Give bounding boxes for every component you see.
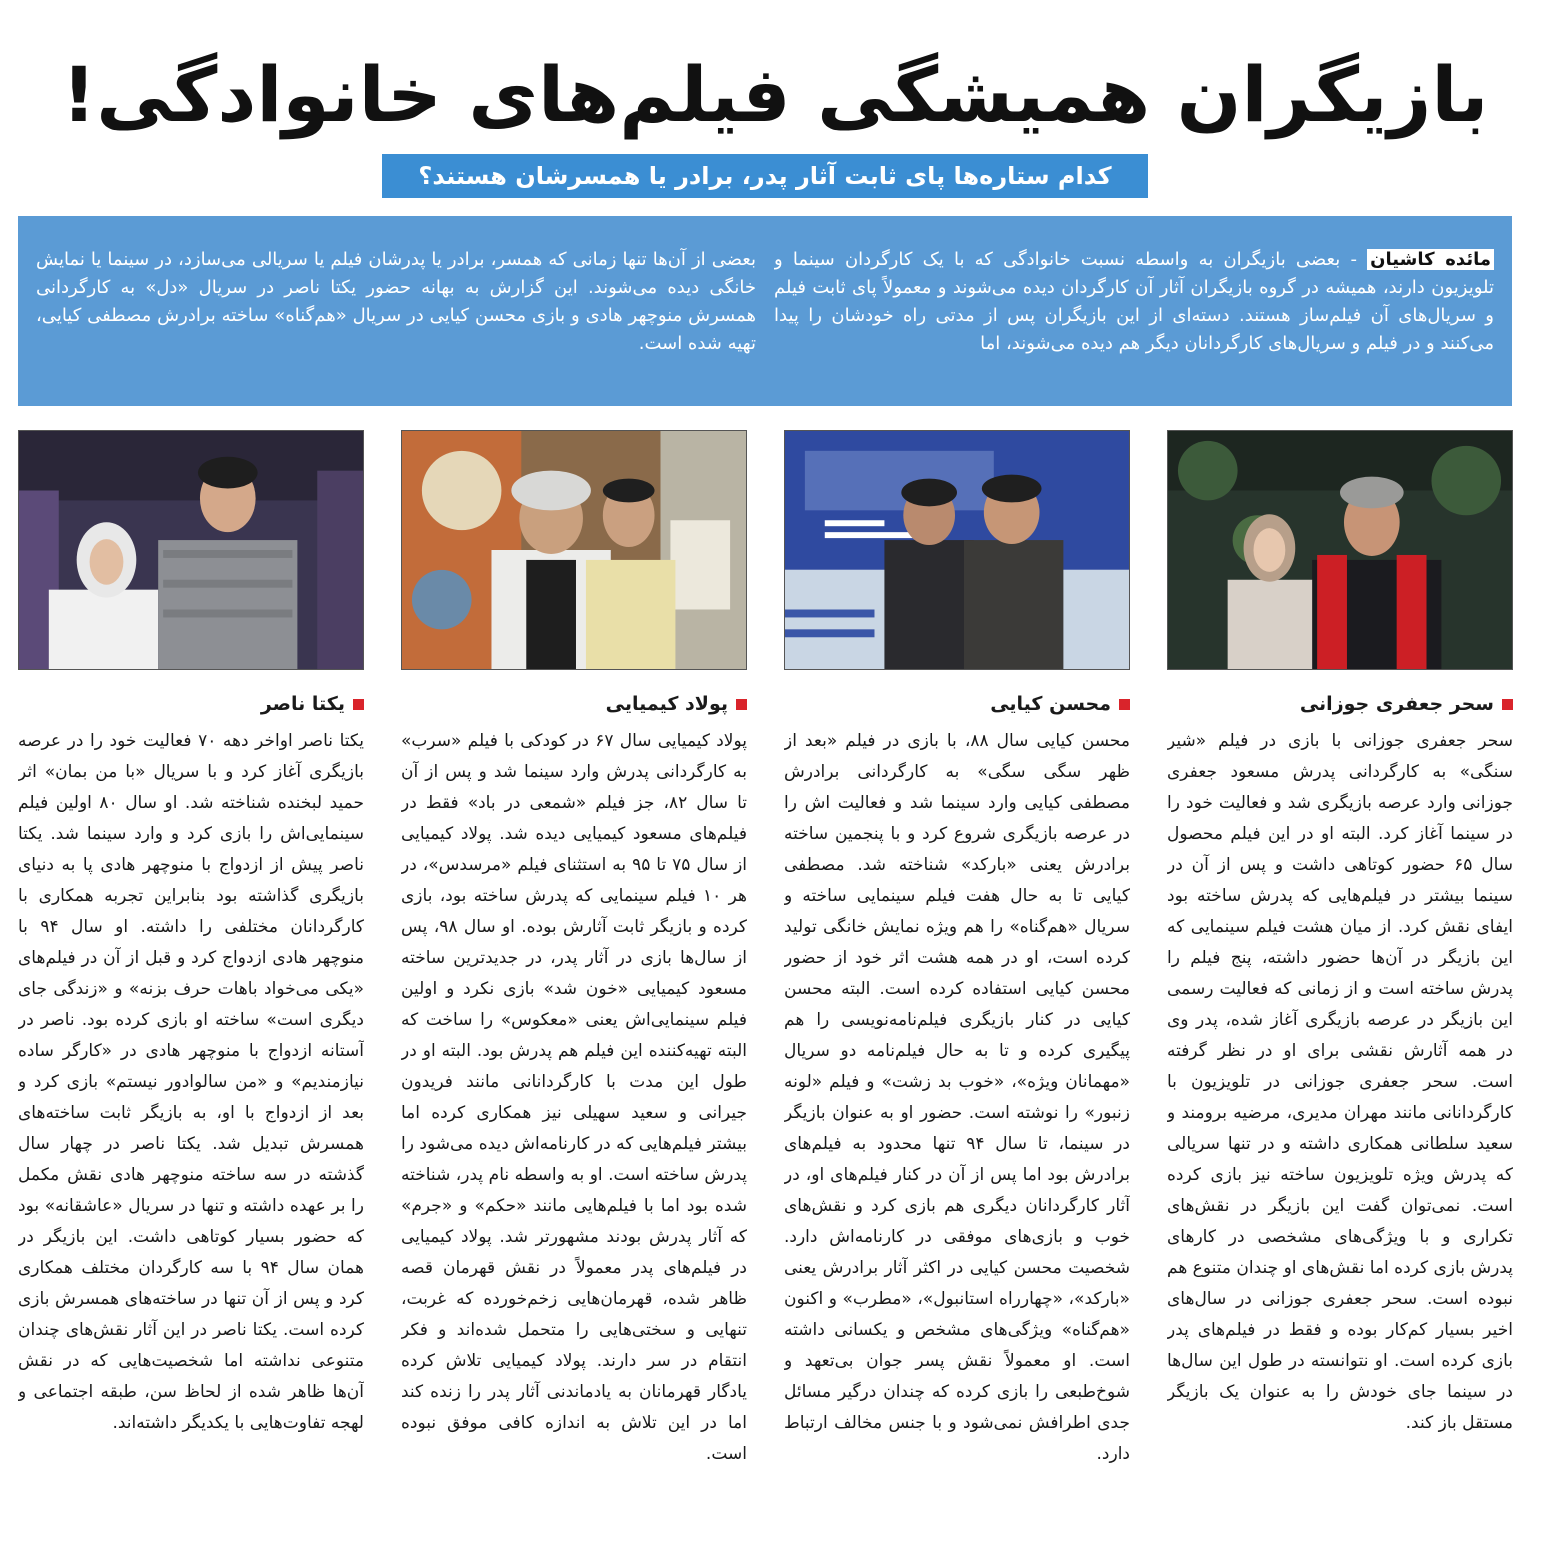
lead-text-left: بعضی از آن‌ها تنها زمانی که همسر، برادر یا پدرشان فیلم یا سریالی می‌سازد، در سینما یا نمایش خانگی دیده می‌شوند. این گزارش به بهانه حضور یکتا ناصر در سریال «دل» به کارگردانی همسرش منوچهر هادی و بازی محسن کیایی در سریال «هم‌گناه» ساخته برادرش مصطفی کیایی، تهیه شده است. <box>36 249 756 354</box>
photo-poulad-kimiaei <box>401 430 747 670</box>
column-poulad-kimiaei <box>401 688 747 1538</box>
column-body: سحر جعفری جوزانی با بازی در فیلم «شیر سنگی» به کارگردانی پدرش مسعود جعفری جوزانی وارد عرصه بازیگری شد و فعالیت خود را در سینما آغاز کرد. البته او در این فیلم محصول سال ۶۵ حضور کوتاهی داشت و پس از آن در سینما بیشتر در فیلم‌هایی که پدرش ساخته بود ایفای نقش کرد. از میان هشت فیلم سینمایی که این بازیگر در آن‌ها حضور داشته، پنج فیلم را پدرش ساخته است و از زمانی که فعالیت رسمی این بازیگر در عرصه بازیگری آغاز شده، پدر وی در همه آثارش نقشی برای او در نظر گرفته است. سحر جعفری جوزانی در تلویزیون با کارگردانانی مانند مهران مدیری، مرضیه برومند و سعید سلطانی همکاری داشته و در تنها سریالی که پدرش ویژه تلویزیون ساخته نیز بازی کرده است. نمی‌توان گفت این بازیگر در نقش‌های تکراری و با ویژگی‌های مشخصی در کارهای پدرش بازی کرده اما نقش‌های او چندان متنوع هم نبوده است. سحر جعفری جوزانی در سال‌های اخیر بسیار کم‌کار بوده و فقط در فیلم‌های پدر بازی کرده است. او نتوانسته در طول این سال‌ها در سینما جای خودش را به عنوان یک بازیگر مستقل باز کند. <box>1167 731 1513 1433</box>
red-square-icon <box>1502 699 1513 710</box>
column-title <box>784 688 1130 720</box>
column-title <box>18 688 364 720</box>
column-title-text: سحر جعفری جوزانی <box>1299 693 1494 715</box>
photo-sahar-jafari-jozani <box>1167 430 1513 670</box>
photo-mohsen-kiaei <box>784 430 1130 670</box>
red-square-icon <box>353 699 364 710</box>
red-square-icon <box>736 699 747 710</box>
column-body: پولاد کیمیایی سال ۶۷ در کودکی با فیلم «سرب» به کارگردانی پدرش وارد سینما شد و پس از آن تا سال ۸۲، جز فیلم «شمعی در باد» فقط در فیلم‌های مسعود کیمیایی دیده شد. پولاد کیمیایی از سال ۷۵ تا ۹۵ به استثنای فیلم «مرسدس»، در هر ۱۰ فیلم سینمایی که پدرش ساخته بود، بازی کرده و بازیگر ثابت آثارش بوده. او سال ۹۸، پس از سال‌ها بازی در آثار پدر، در جدیدترین ساخته مسعود کیمیایی «خون شد» بازی نکرد و اولین فیلم سینمایی‌اش یعنی «معکوس» را ساخت که البته تهیه‌کننده این فیلم هم پدرش بود. البته او در طول این مدت با کارگردانانی مانند فریدون جیرانی و سعید سهیلی نیز همکاری کرده اما بیشتر فیلم‌هایی که در کارنامه‌اش دیده می‌شود را پدرش ساخته است. او به واسطه نام پدر، شناخته شده بود اما با فیلم‌هایی مانند «حکم» و «جرم» که آثار پدرش بودند مشهورتر شد. پولاد کیمیایی در فیلم‌های پدر معمولاً در نقش قهرمان قصه ظاهر شده، قهرمان‌هایی زخم‌خورده که غربت، تنهایی و سختی‌هایی را متحمل شده‌اند و فکر انتقام در سر دارند. پولاد کیمیایی تلاش کرده یادگار قهرمانان به یادماندنی آثار پدر را زنده کند اما در این تلاش به اندازه کافی موفق نبوده است. <box>401 731 747 1464</box>
subheadline: کدام ستاره‌ها پای ثابت آثار پدر، برادر یا همسرشان هستند؟ <box>382 154 1148 198</box>
column-body: یکتا ناصر اواخر دهه ۷۰ فعالیت خود را در عرصه بازیگری آغاز کرد و با سریال «با من بمان» اثر حمید لبخنده شناخته شد. او سال ۸۰ اولین فیلم سینمایی‌اش را بازی کرد و وارد سینما شد. یکتا ناصر پیش از ازدواج با منوچهر هادی پا به دنیای بازیگری گذاشته بود بنابراین تجربه همکاری با کارگردانان مختلفی را داشته. او سال ۹۴ با منوچهر هادی ازدواج کرد و قبل از آن در فیلم‌های «یکی می‌خواد باهات حرف بزنه» و «زندگی جای دیگری است» ساخته او بازی کرده بود. ناصر در آستانه ازدواج با منوچهر هادی در «کارگر ساده نیازمندیم» و «من سالوادور نیستم» بازی کرد و بعد از ازدواج با او، به بازیگر ثابت ساخته‌های همسرش تبدیل شد. یکتا ناصر در چهار سال گذشته در سه ساخته منوچهر هادی نقش مکمل را بر عهده داشته و تنها در سریال «عاشقانه» بود که حضور بسیار کوتاهی داشت. این بازیگر در همان سال ۹۴ با سه کارگردان مختلف همکاری کرد و پس از آن تنها در ساخته‌های همسرش بازی کرده است. یکتا ناصر در این آثار نقش‌های چندان متنوعی نداشته اما شخصیت‌هایی که در نقش آن‌ها ظاهر شده از لحاظ سن، طبقه اجتماعی و لهجه تفاوت‌هایی با یکدیگر داشته‌اند. <box>18 731 364 1433</box>
column-title-text: محسن کیایی <box>990 693 1111 715</box>
lead-right-body: - بعضی بازیگران به واسطه نسبت خانوادگی که با یک کارگردان سینما و تلویزیون دارند، همیشه در گروه بازیگران آثار آن کارگردان دیده می‌شوند و معمولاً پای ثابت فیلم و سریال‌های آن فیلم‌ساز هستند. دسته‌ای از این بازیگران پس از مدتی راه خودشان را پیدا می‌کنند و در فیلم و سریال‌های کارگردانان دیگر هم دیده می‌شوند، اما <box>774 249 1494 354</box>
red-square-icon <box>1119 699 1130 710</box>
byline: مائده کاشیان <box>1367 249 1494 270</box>
column-mohsen-kiaei <box>784 688 1130 1538</box>
column-sahar-jafari-jozani <box>1167 688 1513 1538</box>
column-title <box>401 688 747 720</box>
column-title-text: یکتا ناصر <box>260 693 345 715</box>
lead-box <box>18 216 1512 406</box>
headline: بازیگران همیشگی فیلم‌های خانوادگی! <box>61 50 1489 139</box>
column-title <box>1167 688 1513 720</box>
photo-yekta-naser <box>18 430 364 670</box>
column-yekta-naser <box>18 688 364 1538</box>
column-body: محسن کیایی سال ۸۸، با بازی در فیلم «بعد از ظهر سگی سگی» به کارگردانی برادرش مصطفی کیایی وارد سینما شد و فعالیت اش را در عرصه بازیگری شروع کرد و با پنجمین ساخته برادرش یعنی «بارکد» شناخته شد. مصطفی کیایی تا به حال هفت فیلم سینمایی ساخته و سریال «هم‌گناه» را هم ویژه نمایش خانگی تولید کرده است، او در همه هشت اثر خود از حضور محسن کیایی استفاده کرده است. البته محسن کیایی در کنار بازیگری فیلم‌نامه‌نویسی را هم پیگیری کرده و تا به حال فیلم‌نامه دو سریال «مهمانان ویژه»، «خوب بد زشت» و فیلم «لونه زنبور» را نوشته است. حضور او به عنوان بازیگر در سینما، تا سال ۹۴ تنها محدود به فیلم‌های برادرش بود اما پس از آن در کنار فیلم‌های او، در آثار کارگردانان دیگری هم بازی کرد و نقش‌های خوب و بازی‌های موفقی در کارنامه‌اش دارد. شخصیت محسن کیایی در اکثر آثار برادرش یعنی «بارکد»، «چهارراه استانبول»، «مطرب» و اکنون «هم‌گناه» ویژگی‌های مشخص و یکسانی داشته است. او معمولاً نقش پسر جوان بی‌تعهد و شوخ‌طبعی را بازی کرده که چندان درگیر مسائل جدی اطرافش نمی‌شود و با جنس مخالف ارتباط دارد. <box>784 731 1130 1464</box>
lead-text-right <box>774 246 1494 386</box>
column-title-text: پولاد کیمیایی <box>605 693 728 715</box>
